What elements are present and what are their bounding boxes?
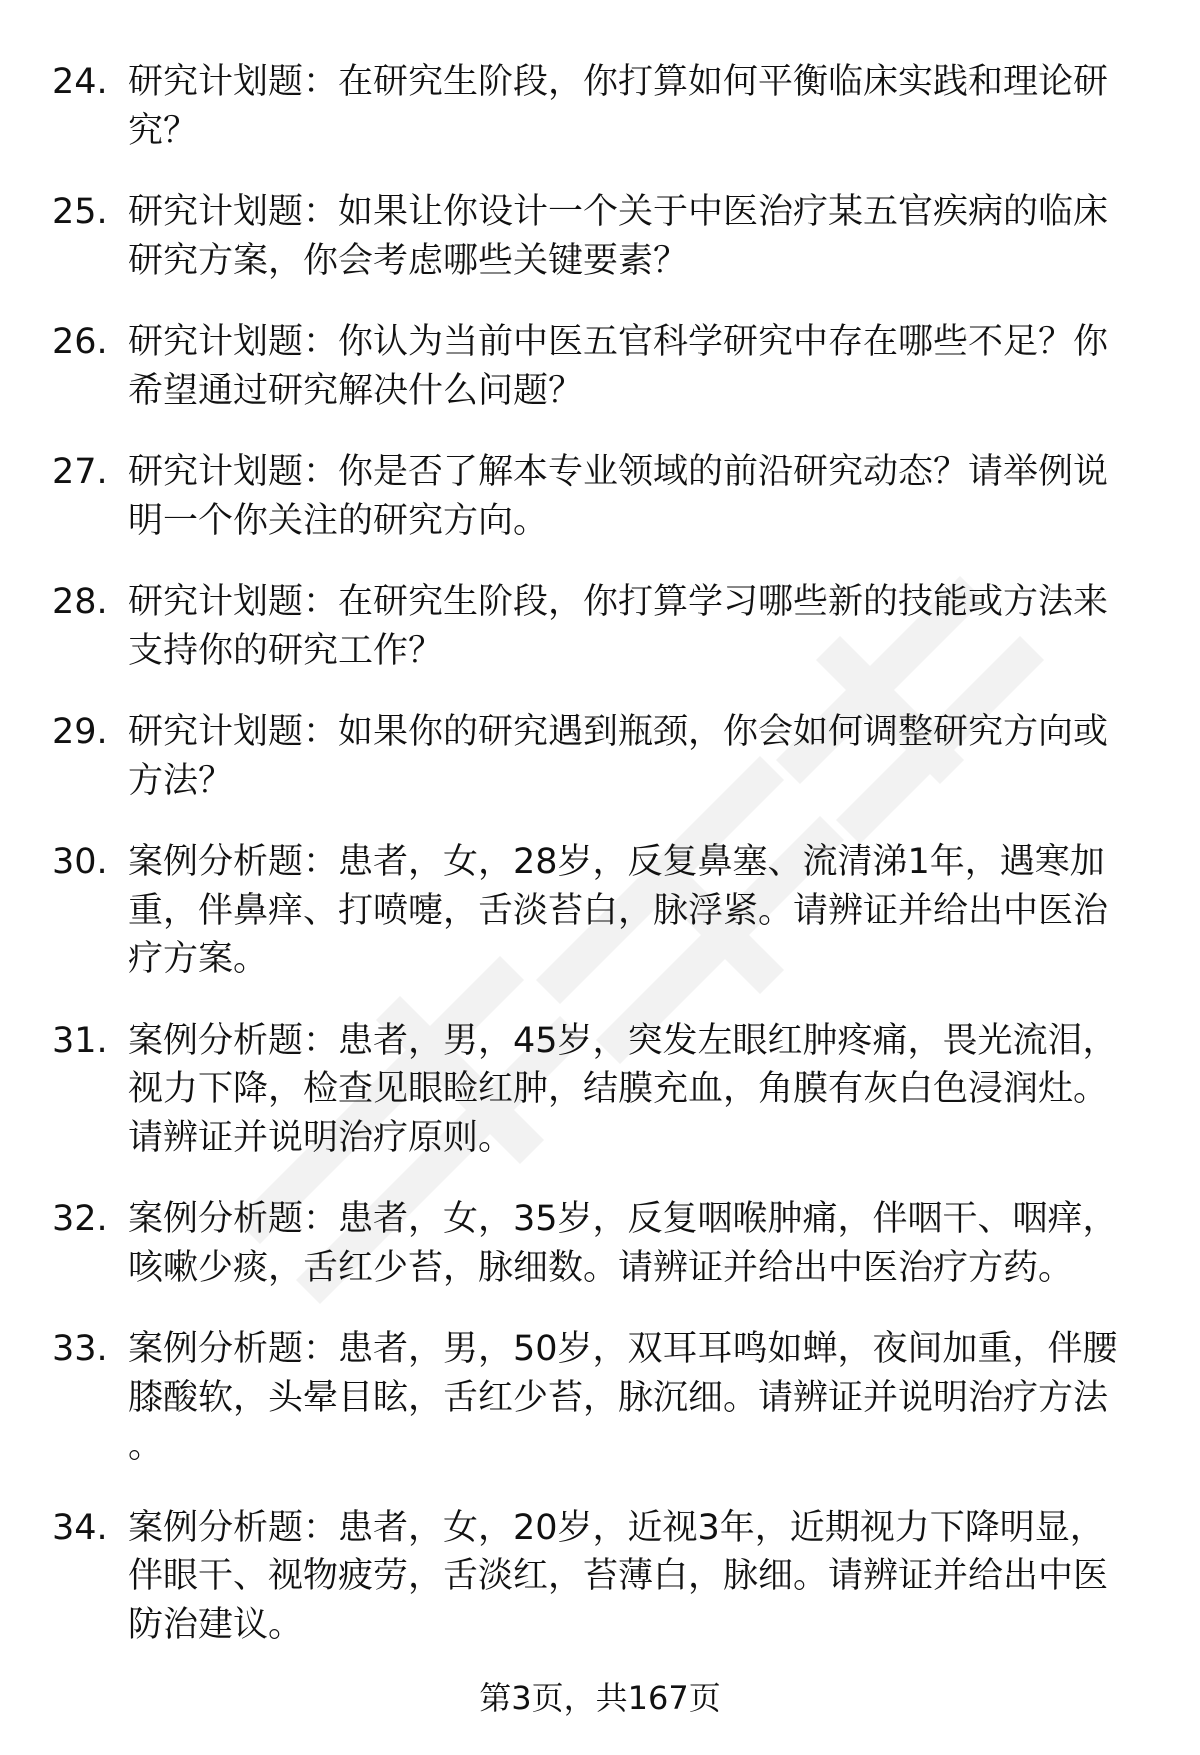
- question-text: 案例分析题：患者，男，45岁，突发左眼红肿疼痛，畏光流泪，视力下降，检查见眼睑红肿，结膜充血，角膜有灰白色浸润灶。请辨证并说明治疗原则。: [128, 1020, 1118, 1158]
- question-number: 25.: [52, 192, 108, 232]
- question-number: 26.: [52, 322, 108, 362]
- question-text: 案例分析题：患者，男，50岁，双耳耳鸣如蝉，夜间加重，伴腰膝酸软，头晕目眩，舌红少苔，脉沉细。请辨证并说明治疗方法。: [128, 1329, 1118, 1466]
- question-number: 28.: [52, 582, 108, 622]
- question-item: [52, 578, 1142, 675]
- question-number: 27.: [52, 452, 108, 492]
- question-item: [52, 448, 1142, 545]
- question-text: 案例分析题：患者，女，20岁，近视3年，近期视力下降明显，伴眼干、视物疲劳，舌淡红，苔薄白，脉细。请辨证并给出中医防治建议。: [128, 1507, 1109, 1645]
- question-text: 研究计划题：在研究生阶段，你打算学习哪些新的技能或方法来支持你的研究工作？: [128, 582, 1109, 671]
- question-item: [52, 188, 1142, 285]
- question-text: 研究计划题：你认为当前中医五官科学研究中存在哪些不足？你希望通过研究解决什么问题？: [128, 322, 1109, 411]
- question-number: 29.: [52, 712, 108, 752]
- question-item: [52, 1325, 1142, 1471]
- question-text: 案例分析题：患者，女，35岁，反复咽喉肿痛，伴咽干、咽痒，咳嗽少痰，舌红少苔，脉细数。请辨证并给出中医治疗方药。: [128, 1199, 1118, 1288]
- question-number: 31.: [52, 1020, 108, 1061]
- question-number: 32.: [52, 1199, 108, 1239]
- question-number: 24.: [52, 62, 108, 102]
- question-item: [52, 838, 1142, 984]
- question-item: [52, 1504, 1142, 1650]
- question-text: 案例分析题：患者，女，28岁，反复鼻塞、流清涕1年，遇寒加重，伴鼻痒、打喷嚏，舌淡苔白，脉浮紧。请辨证并给出中医治疗方案。: [128, 842, 1109, 979]
- question-number: 34.: [52, 1507, 108, 1548]
- question-text: 研究计划题：如果让你设计一个关于中医治疗某五官疾病的临床研究方案，你会考虑哪些关键要素？: [128, 192, 1109, 281]
- page-footer: 第3页，共167页: [479, 1679, 721, 1717]
- question-text: 研究计划题：如果你的研究遇到瓶颈，你会如何调整研究方向或方法？: [128, 712, 1109, 801]
- question-item: [52, 1017, 1142, 1163]
- question-text: 研究计划题：你是否了解本专业领域的前沿研究动态？请举例说明一个你关注的研究方向。: [128, 452, 1109, 541]
- question-text: 研究计划题：在研究生阶段，你打算如何平衡临床实践和理论研究？: [128, 62, 1109, 151]
- question-number: 30.: [52, 842, 108, 882]
- question-list: [52, 58, 1142, 1682]
- question-item: [52, 58, 1142, 155]
- question-item: [52, 1195, 1142, 1292]
- question-item: [52, 708, 1142, 805]
- question-number: 33.: [52, 1329, 108, 1369]
- question-item: [52, 318, 1142, 415]
